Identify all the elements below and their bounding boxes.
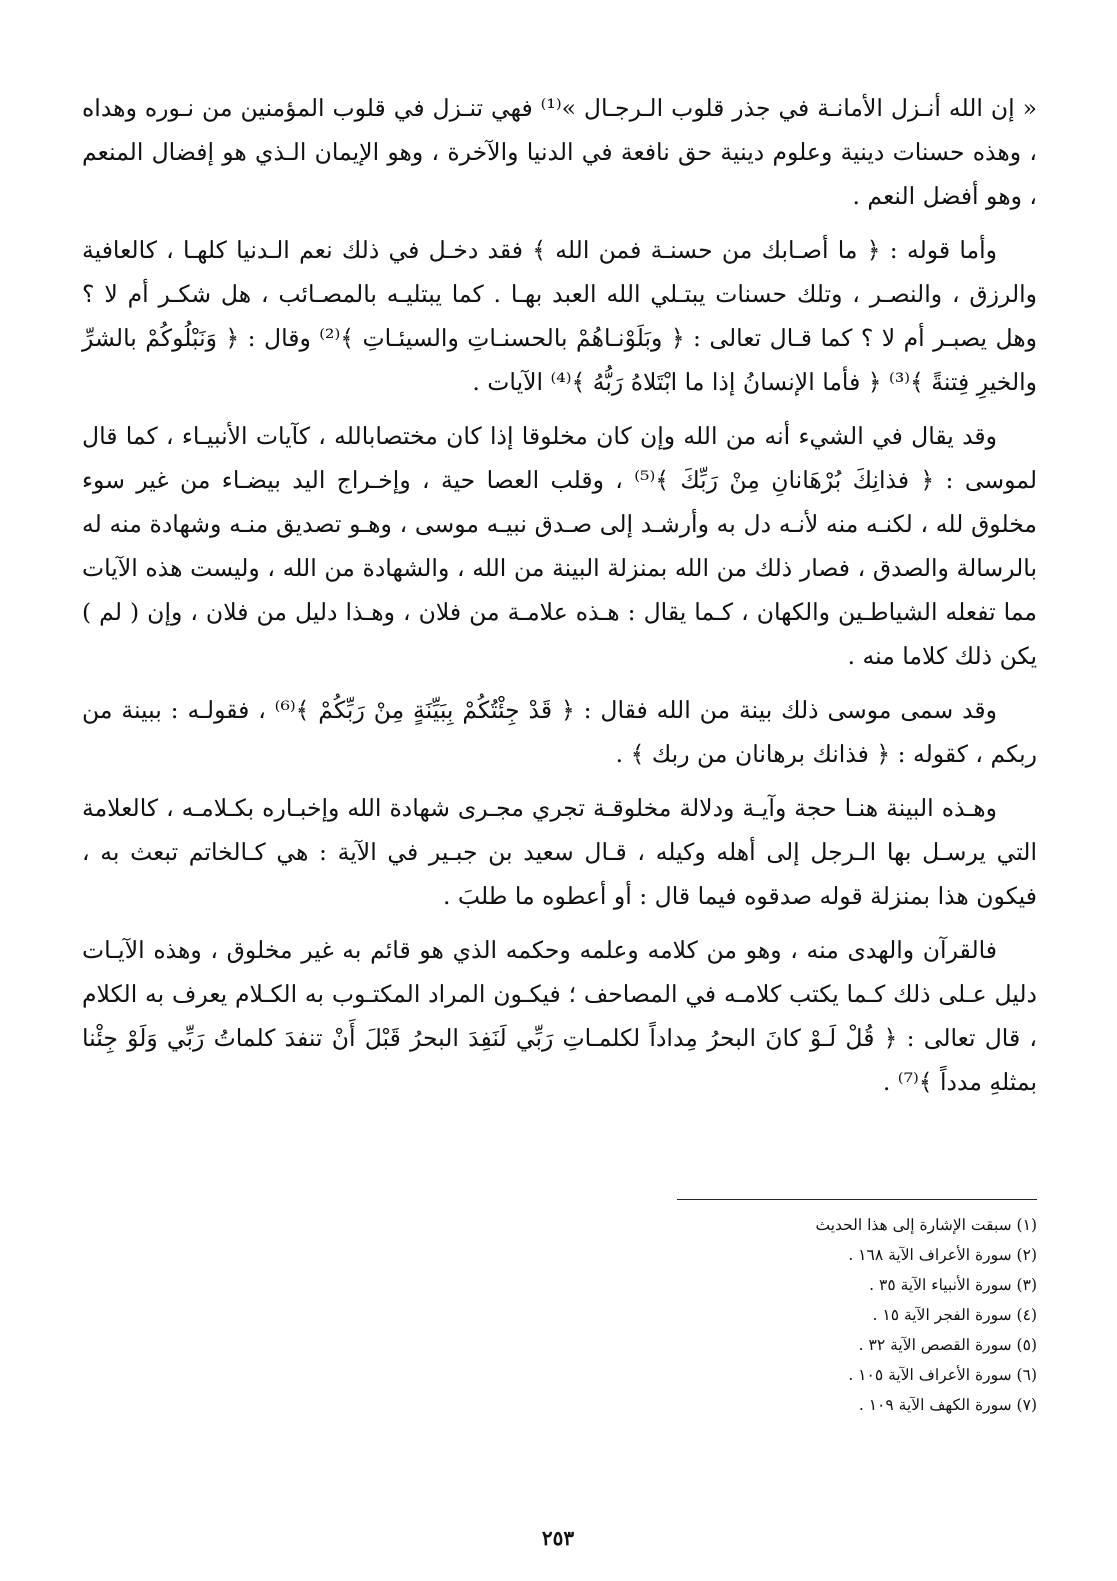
paragraph-5: وهـذه البينة هنـا حجة وآيـة ودلالة مخلوقـة تجري مجـرى شهادة الله وإخبـاره بكـلامـه ، كالعلامة التي يرسـل بها الـرجل إلى أهله وكيله ، قـال سعيد بن جبـير في الآية : هي كـالخاتم تبعث به ، فيكون هذا بمنزلة قوله صدقوه فيما قال : أو أعطوه ما طلبَ . [82,794,1037,910]
paragraph-4: وقد سمى موسى ذلك بينة من الله فقال : ﴿ قَدْ جِئْتُكُمْ بِبَيِّنَةٍ مِنْ رَبِّكُمْ ﴾⁽⁶⁾ ، فقولـه : ببينة من ربكم ، كقوله : ﴿ فذانك برهانان من ربك ﴾ . [82,696,1037,768]
footnote-7: (٧) سورة الكهف الآية ١٠٩ . [858,1396,1037,1414]
footnote-4: (٤) سورة الفجر الآية ١٥ . [872,1306,1037,1324]
paragraph-3: وقد يقال في الشيء أنه من الله وإن كان مخلوقا إذا كان مختصابالله ، كآيات الأنبيـاء ، كما قال لموسى : ﴿ فذانِكَ بُرْهَانانِ مِنْ رَبِّكَ ﴾⁽⁵⁾ ، وقلب العصا حية ، وإخـراج اليد بيضـاء من غير سوء مخلوق لله ، لكنـه منه لأنـه دل به وأرشـد إلى صـدق نبيـه موسى ، وهـو تصديق منـه وشهادة منه له بالرسالة والصدق ، فصار ذلك من الله بمنزلة البينة من الله ، والشهادة من الله ، وليست هذه الآيات مما تفعله الشياطـين والكهان ، كـما يقال : هـذه علامـة من فلان ، وهـذا دليل من فلان ، وإن ( لم ) يكن ذلك كلاما منه . [82,422,1037,670]
paragraph-2: وأما قوله : ﴿ ما أصـابك من حسنـة فمن الله ﴾ فقد دخـل في ذلك نعم الـدنيا كلهـا ، كالعافية والرزق ، والنصـر ، وتلك حسنات يبتـلي الله العبد بهـا . كما يبتليـه بالمصـائب ، هل شكـر أم لا ؟ وهل يصبـر أم لا ؟ كما قـال تعالى : ﴿ وبَلَوْنـاهُمْ بالحسنـاتِ والسيئـاتِ ﴾⁽²⁾ وقال : ﴿ وَنَبْلُوكُمْ بالشرِّ والخيرِ فِتنةً ﴾⁽³⁾ ﴿ فأما الإنسانُ إذا ما ابْتَلاهُ رَبُّهُ ﴾⁽⁴⁾ الآيات . [82,236,1037,396]
footnote-divider [677,1199,1037,1200]
footnote-1: (١) سبقت الإشارة إلى هذا الحديث [815,1216,1037,1234]
page-number: ٢٥٣ [541,1526,575,1550]
footnote-5: (٥) سورة القصص الآية ٣٢ . [858,1336,1037,1354]
footnote-3: (٣) سورة الأنبياء الآية ٣٥ . [869,1276,1037,1294]
paragraph-6: فالقرآن والهدى منه ، وهو من كلامه وعلمه وحكمه الذي هو قائم به غير مخلوق ، وهذه الآيـات دليل عـلى ذلك كـما يكتب كلامـه في المصاحف ؛ فيكـون المراد المكتـوب به الكـلام يعرف به الكلام ، قال تعالى : ﴿ قُلْ لَـوْ كانَ البحرُ مِداداً لكلمـاتِ رَبِّي لَنَفِدَ البحرُ قَبْلَ أَنْ تنفدَ كلماتُ رَبِّي وَلَوْ جِئْنا بمثلهِ مدداً ﴾⁽⁷⁾ . [82,936,1037,1096]
footnotes [640,1210,1037,1420]
footnote-2: (٢) سورة الأعراف الآية ١٦٨ . [848,1246,1037,1264]
footnote-6: (٦) سورة الأعراف الآية ١٠٥ . [848,1366,1037,1384]
main-text [82,86,1037,1114]
paragraph-1: « إن الله أنـزل الأمانـة في جذر قلوب الـرجـال »⁽¹⁾ فهي تنـزل في قلوب المؤمنين من نـوره وهداه ، وهذه حسنات دينية وعلوم دينية حق نافعة في الدنيا والآخرة ، وهو الإيمان الـذي هو إفضال المنعم ، وهو أفضل النعم . [82,94,1037,210]
